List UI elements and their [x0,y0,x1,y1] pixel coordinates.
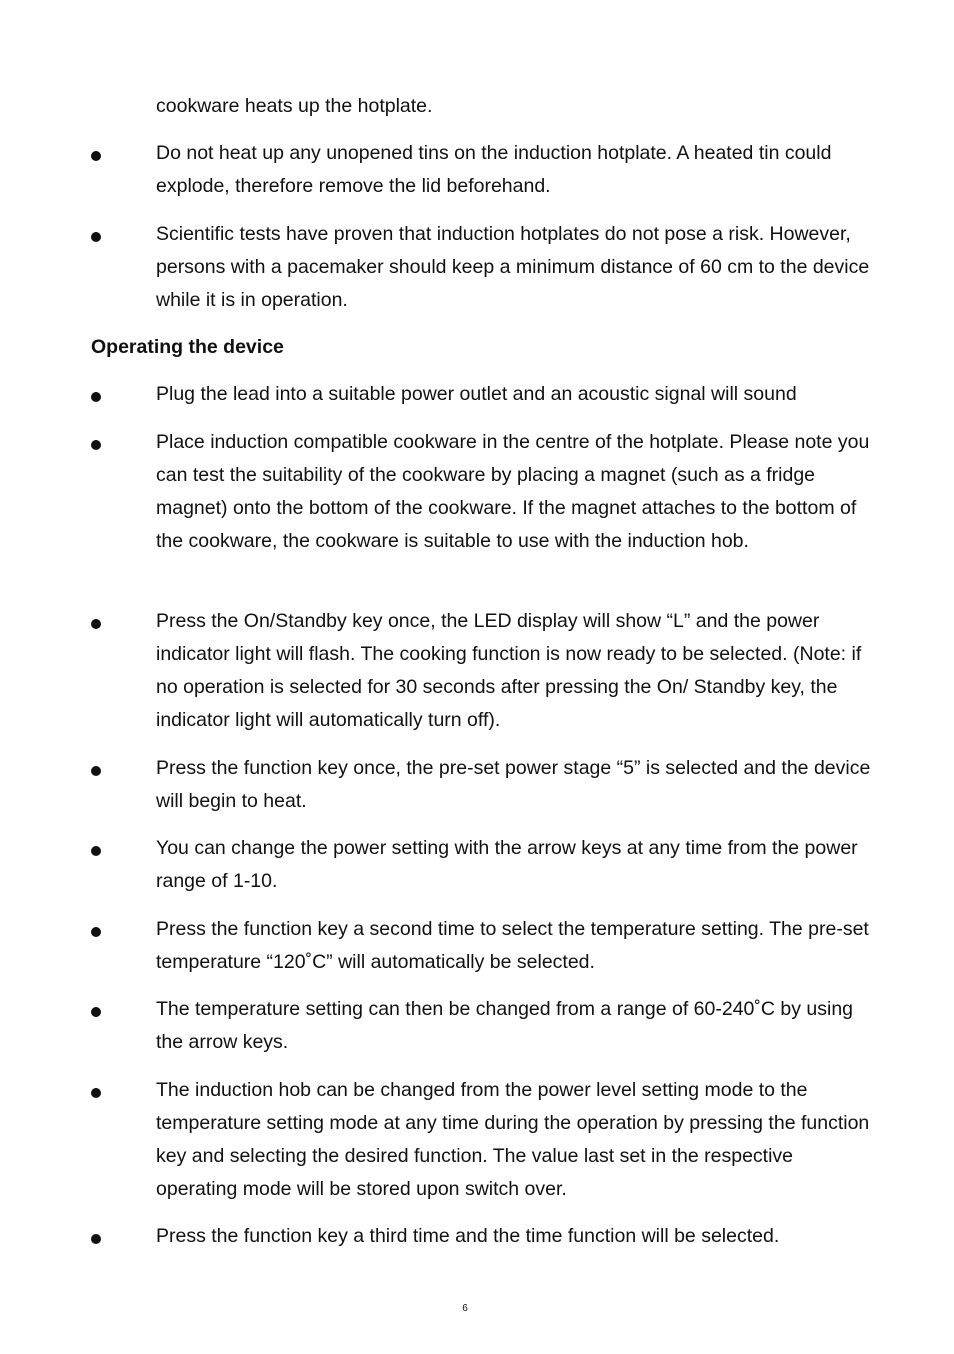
page-number: 6 [462,1303,468,1314]
list-item: Press the function key once, the pre-set power stage “5” is selected and the device will begin to heat. [156,757,871,812]
list-item: Place induction compatible cookware in the centre of the hotplate. Please note you can test the suitability of the cookware by placing a magnet (such as a fridge magnet) onto the bottom of the cookware. If the magnet attaches to the bottom of the cookware, the cookware is suitable to use with the induction hob. [156,431,870,552]
list-item: Do not heat up any unopened tins on the induction hotplate. A heated tin could explode, therefore remove the lid beforehand. [156,142,832,197]
list-item: Press the On/Standby key once, the LED display will show “L” and the power indicator light will flash. The cooking function is now ready to be selected. (Note: if no operation is selected for 30 seconds after pressing the On/ Standby key, the indicator light will automatically turn off). [156,610,862,731]
bullet-dot [91,766,101,776]
list-item: Press the function key a second time to select the temperature setting. The pre-set temperature “120˚C” will automatically be selected. [156,918,869,973]
list-item: Plug the lead into a suitable power outlet and an acoustic signal will sound [156,383,797,405]
bullet-dot [91,846,101,856]
bullet-dot [91,1088,101,1098]
list-item: The temperature setting can then be changed from a range of 60-240˚C by using the arrow keys. [156,998,854,1053]
bullet-dot [91,151,101,161]
bullet-dot [91,232,101,242]
bullet-dot [91,1234,101,1244]
continuation-text: cookware heats up the hotplate. [156,95,433,117]
bullet-dot [91,619,101,629]
bullet-dot [91,392,101,402]
list-item: Scientific tests have proven that induction hotplates do not pose a risk. However, persons with a pacemaker should keep a minimum distance of 60 cm to the device while it is in operation. [156,223,870,311]
bullet-dot [91,927,101,937]
list-item: You can change the power setting with the arrow keys at any time from the power range of 1-10. [156,837,858,892]
list-item: The induction hob can be changed from the power level setting mode to the temperature setting mode at any time during the operation by pressing the function key and selecting the desired function. The value last set in the respective operating mode will be stored upon switch over. [156,1079,870,1200]
bullet-dot [91,440,101,450]
list-item: Press the function key a third time and the time function will be selected. [156,1225,780,1247]
bullet-dot [91,1007,101,1017]
section-heading: Operating the device [91,336,284,358]
